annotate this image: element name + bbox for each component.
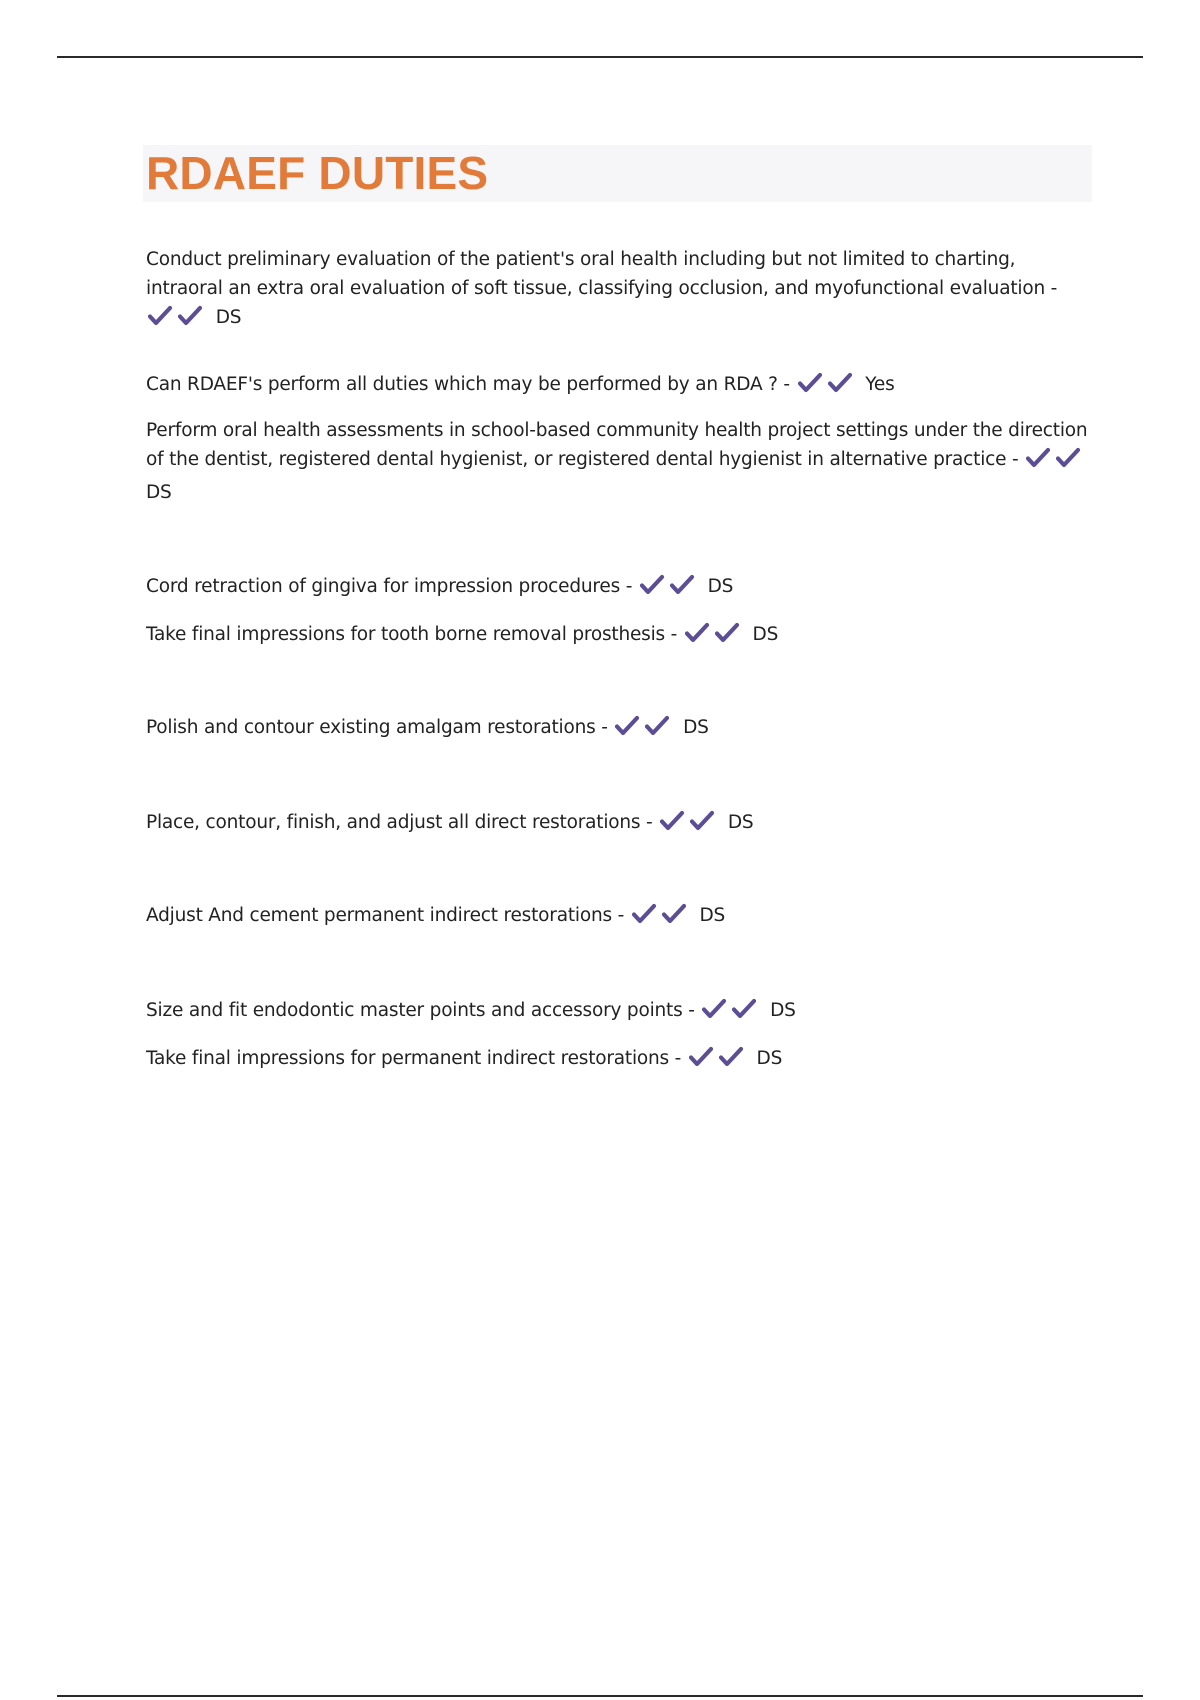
qa-answer: DS (770, 1000, 796, 1021)
qa-item (146, 416, 1096, 507)
qa-item (146, 1044, 1096, 1077)
bottom-rule (57, 1695, 1143, 1697)
qa-answer: DS (215, 307, 242, 328)
double-check-icon (640, 574, 700, 605)
qa-answer: DS (707, 576, 734, 597)
qa-item (146, 370, 1096, 403)
double-check-icon (632, 903, 692, 934)
qa-item (146, 572, 1096, 605)
qa-question: Place, contour, finish, and adjust all direct restorations - (146, 812, 653, 833)
qa-question: Adjust And cement permanent indirect restorations - (146, 905, 625, 926)
double-check-icon (148, 305, 208, 336)
double-check-icon (685, 622, 745, 653)
qa-answer: DS (699, 905, 726, 926)
qa-question: Take final impressions for permanent indirect restorations - (146, 1048, 682, 1069)
qa-answer: DS (756, 1048, 783, 1069)
double-check-icon (615, 715, 675, 746)
qa-question: Can RDAEF's perform all duties which may be performed by an RDA ? - (146, 374, 790, 395)
qa-question: Polish and contour existing amalgam restorations - (146, 717, 608, 738)
qa-item (146, 808, 1096, 841)
qa-item (146, 713, 1096, 746)
qa-item (146, 245, 1096, 336)
qa-question: Size and fit endodontic master points and accessory points - (146, 1000, 695, 1021)
double-check-icon (798, 372, 858, 403)
qa-answer: DS (727, 812, 754, 833)
qa-question: Cord retraction of gingiva for impression procedures - (146, 576, 633, 597)
qa-item (146, 620, 1096, 653)
qa-answer: DS (752, 624, 779, 645)
qa-item (146, 901, 1096, 934)
double-check-icon (660, 810, 720, 841)
double-check-icon (1026, 447, 1086, 478)
qa-question: Perform oral health assessments in school-based community health project settings under the direction of the dentist, registered dental hygienist, or registered dental hygienist in alternative practice - (146, 420, 1088, 470)
qa-answer: DS (683, 717, 709, 738)
double-check-icon (702, 998, 762, 1029)
qa-question: Take final impressions for tooth borne removal prosthesis - (146, 624, 678, 645)
qa-question: Conduct preliminary evaluation of the patient's oral health including but not limited to charting, intraoral an extra oral evaluation of soft tissue, classifying occlusion, and myofunctional evaluation - (146, 249, 1058, 299)
top-rule (57, 56, 1143, 58)
qa-answer: DS (146, 482, 172, 503)
document-title: RDAEF DUTIES (146, 147, 489, 199)
double-check-icon (689, 1046, 749, 1077)
qa-item (146, 996, 1096, 1029)
qa-answer: Yes (865, 374, 895, 395)
